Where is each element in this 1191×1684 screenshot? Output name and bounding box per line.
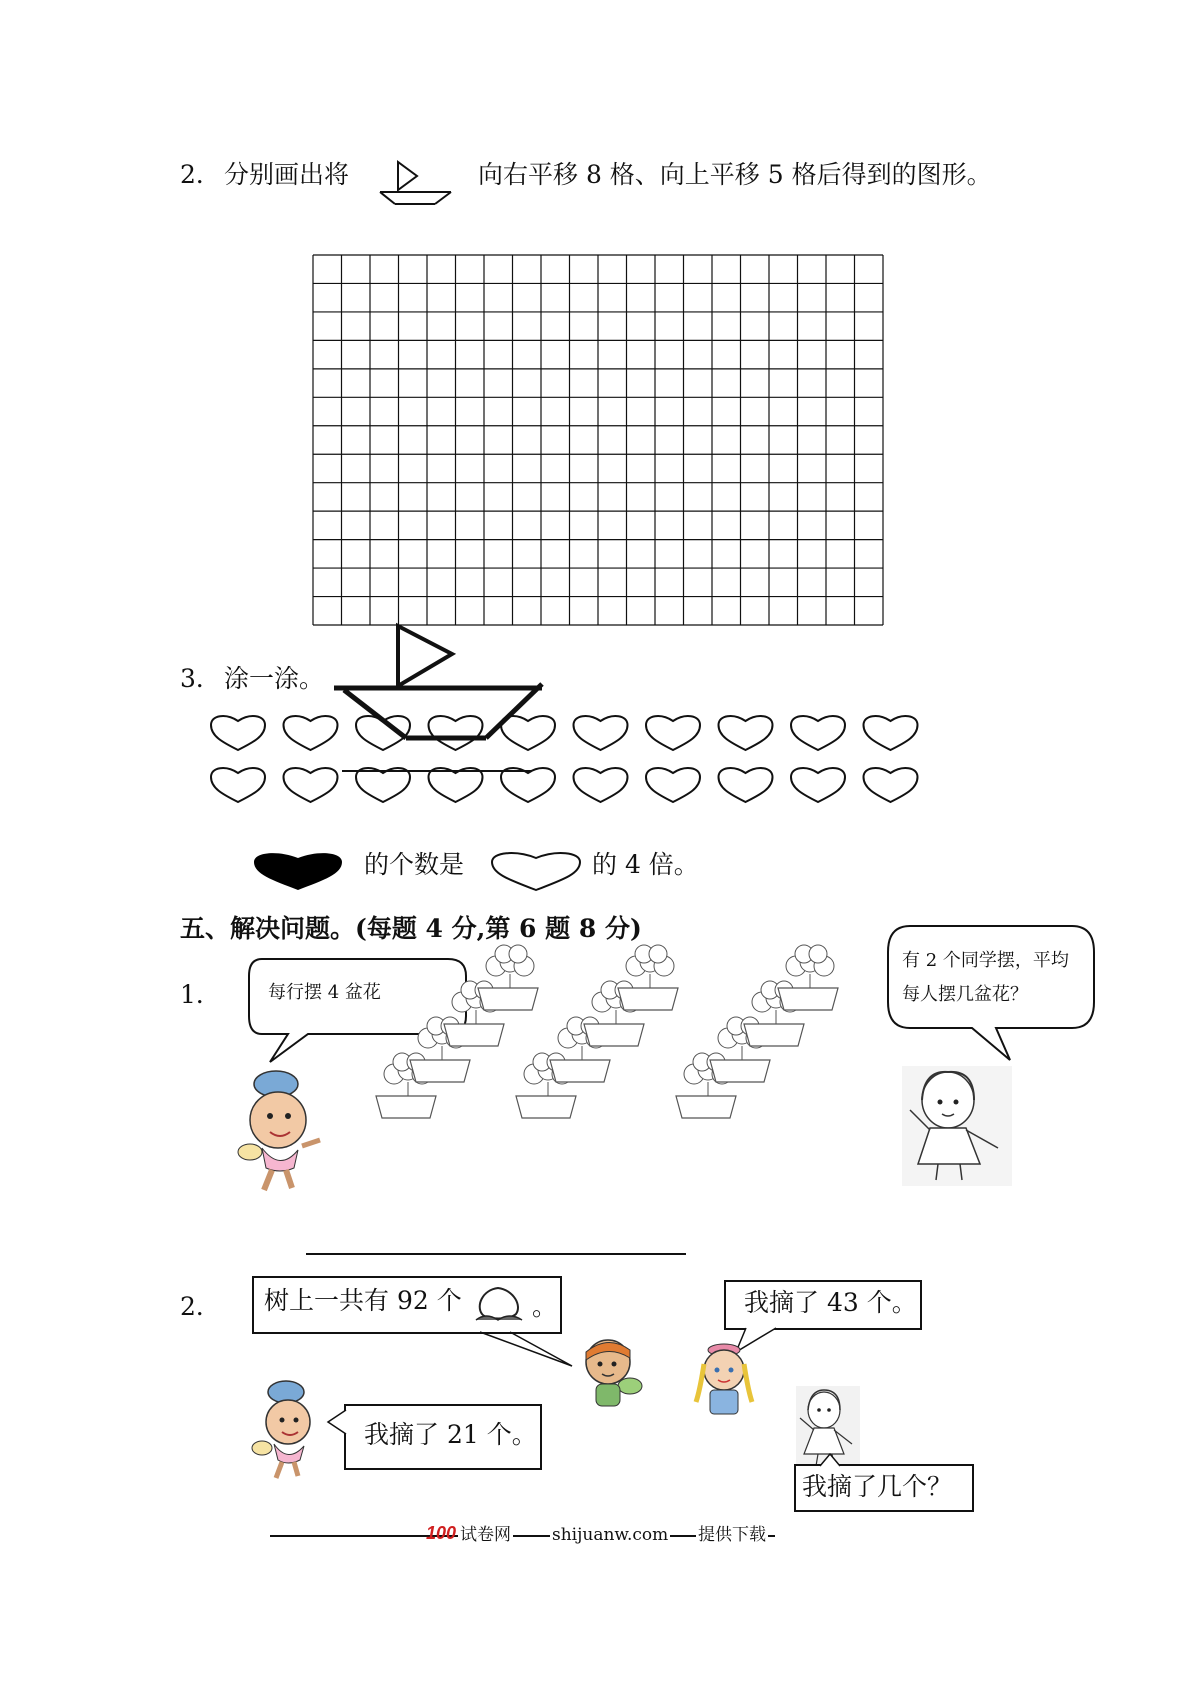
- p1-answer-line[interactable]: [306, 1253, 686, 1255]
- tree-text-before: 树上一共有 92 个: [264, 1286, 462, 1315]
- tree-text-after: 。: [532, 1292, 558, 1321]
- question-box-pointer: [818, 1454, 848, 1468]
- heart-shape: [574, 716, 628, 750]
- fairy-boy-small-character: [252, 1380, 324, 1480]
- heart-shape: [719, 716, 773, 750]
- q2-number: 2．: [180, 160, 221, 189]
- footer-logo: 100: [426, 1523, 457, 1543]
- heart-shape: [211, 768, 265, 802]
- q3-title: 涂一涂。: [224, 664, 325, 693]
- headband-boy-character: [578, 1334, 648, 1414]
- bow-girl-character: [690, 1342, 758, 1418]
- heart-shape: [574, 768, 628, 802]
- heart-shape: [864, 716, 918, 750]
- heart-shape: [501, 768, 555, 802]
- hearts-underline: [342, 770, 532, 772]
- peach-icon: [472, 1284, 526, 1324]
- bubble-right-line1: 有 2 个同学摆，平均: [902, 950, 1069, 971]
- q3-text-end: 的 4 倍。: [592, 850, 699, 879]
- heart-shape: [864, 768, 918, 802]
- q2-text-before: 分别画出将: [224, 160, 350, 189]
- fairy-boy-character: [236, 1070, 326, 1195]
- footer-url[interactable]: shijuanw.com: [552, 1525, 669, 1545]
- heart-shape: [719, 768, 773, 802]
- flower-pot: [618, 945, 678, 1010]
- girl1-box: [724, 1280, 922, 1330]
- girl2-box-pointer: [326, 1404, 348, 1444]
- q3-number: 3．: [180, 664, 221, 693]
- flower-pots-area: [376, 968, 876, 1158]
- heart-shape: [284, 768, 338, 802]
- footer-site-name: 试卷网: [460, 1525, 511, 1545]
- heart-shape: [356, 716, 410, 750]
- q2-text-after: 向右平移 8 格、向上平移 5 格后得到的图形。: [478, 160, 992, 189]
- tree-box-pointer: [460, 1332, 580, 1372]
- girl2-text: 我摘了 21 个。: [364, 1420, 537, 1449]
- section5-title: 五、解决问题。(每题 4 分,第 6 题 8 分): [180, 914, 642, 943]
- heart-shape: [211, 716, 265, 750]
- hearts-area[interactable]: [210, 712, 940, 812]
- girl-sketch-character: [902, 1066, 1012, 1186]
- heart-shape: [646, 768, 700, 802]
- girl2-box: [344, 1404, 542, 1470]
- bubble-right-line2: 每人摆几盆花？: [902, 984, 1028, 1005]
- p2-number: 2．: [180, 1292, 221, 1321]
- flower-pot: [478, 945, 538, 1010]
- heart-shape: [429, 768, 483, 802]
- outline-heart-icon: [490, 850, 582, 894]
- heart-shape: [791, 768, 845, 802]
- footer-note: 提供下载: [698, 1525, 766, 1545]
- question-box: [794, 1464, 974, 1512]
- p1-number: 1．: [180, 980, 221, 1009]
- q3-text-mid: 的个数是: [364, 850, 465, 879]
- heart-shape: [429, 716, 483, 750]
- drawing-grid[interactable]: [312, 254, 884, 626]
- flower-pot: [778, 945, 838, 1010]
- heart-shape: [646, 716, 700, 750]
- heart-shape: [791, 716, 845, 750]
- bubble-left-text: 每行摆 4 盆花: [268, 982, 381, 1003]
- girl1-text: 我摘了 43 个。: [744, 1288, 917, 1317]
- heart-shape: [501, 716, 555, 750]
- heart-shape: [356, 768, 410, 802]
- filled-heart-icon: [252, 850, 344, 894]
- small-boat-icon: [375, 160, 455, 210]
- question-text: 我摘了几个？: [802, 1472, 953, 1501]
- heart-shape: [284, 716, 338, 750]
